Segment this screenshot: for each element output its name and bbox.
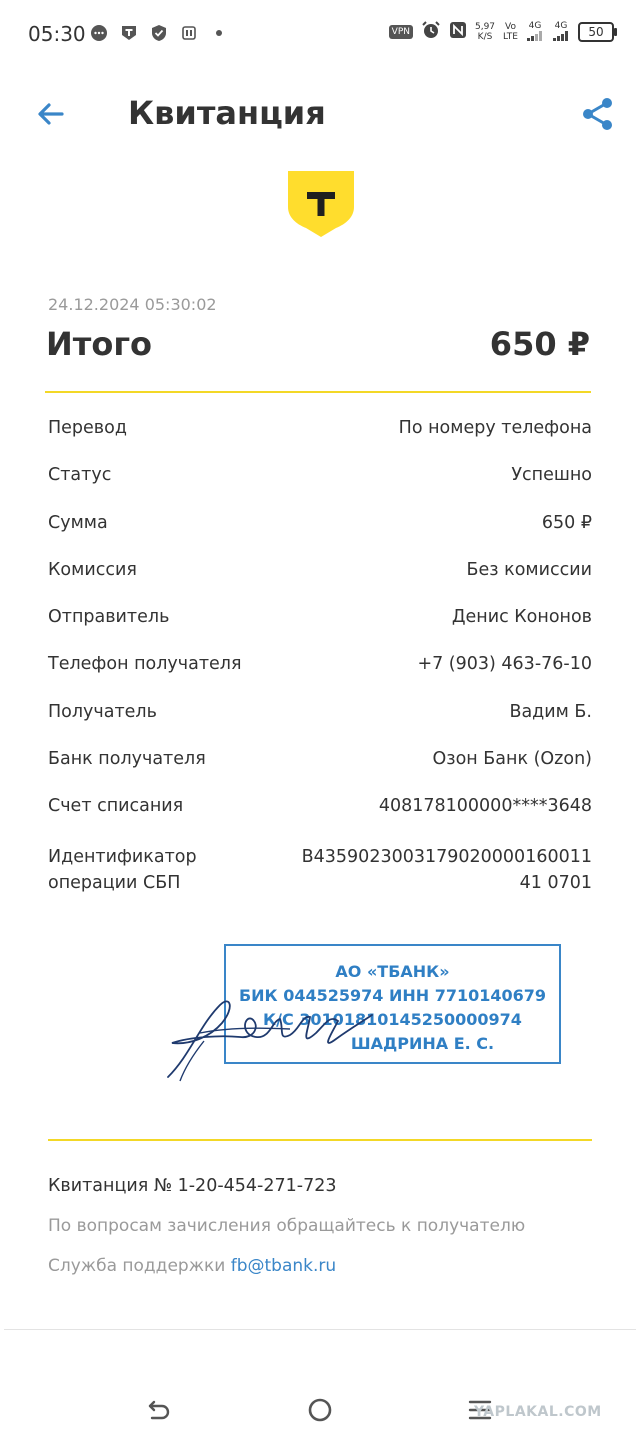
support-label: Служба поддержки [48, 1256, 231, 1276]
detail-label: Телефон получателя [48, 654, 242, 675]
network-speed: 5,97 K/S [474, 22, 496, 42]
total-amount: 650 ₽ [489, 325, 590, 363]
tbank-shield-logo [287, 170, 355, 238]
share-icon [580, 96, 616, 132]
detail-value: 650 ₽ [541, 512, 592, 533]
detail-row-sender [48, 607, 592, 654]
system-status-icons [389, 20, 614, 44]
nav-home-icon [306, 1396, 334, 1424]
detail-value: Успешно [511, 465, 592, 486]
arrow-left-icon [34, 98, 66, 130]
nfc-icon [449, 21, 467, 43]
status-time: 05:30 [28, 22, 86, 46]
signal-bars-icon [552, 31, 570, 41]
detail-row-recipient [48, 702, 592, 749]
nav-divider [4, 1329, 636, 1330]
message-icon [90, 24, 108, 42]
detail-value: Вадим Б. [509, 701, 592, 722]
signal-bars-icon [526, 31, 544, 41]
vpn-badge: VPN [389, 25, 413, 39]
detail-label: Банк получателя [48, 749, 206, 770]
detail-label: Комиссия [48, 559, 137, 580]
alarm-icon [421, 20, 441, 44]
support-email-link[interactable]: fb@tbank.ru [230, 1256, 337, 1276]
detail-value: По номеру телефона [398, 418, 592, 438]
detail-row-recipient-phone [48, 654, 592, 701]
detail-row-status [48, 465, 592, 512]
support-line [48, 1256, 336, 1276]
nav-back-icon [146, 1396, 174, 1424]
receipt-details [48, 418, 592, 914]
stamp-line: АО «ТБАНК» [335, 962, 450, 981]
signal-4g-1: 4G [526, 21, 544, 44]
stamp-line: БИК 044525974 ИНН 7710140679 [238, 986, 547, 1005]
detail-row-recipient-bank [48, 749, 592, 796]
detail-row-commission [48, 560, 592, 607]
detail-value: B435902300317902000016001141 0701 [301, 846, 592, 893]
detail-value: +7 (903) 463-76-10 [417, 654, 592, 675]
detail-label: Перевод [48, 418, 127, 438]
signature-image [160, 985, 390, 1085]
detail-row-amount [48, 513, 592, 560]
nav-back-button[interactable] [140, 1390, 180, 1430]
detail-label: Отправитель [48, 607, 170, 628]
help-note: По вопросам зачисления обращайтесь к получателю [48, 1216, 526, 1236]
total-label: Итого [46, 325, 153, 363]
parking-app-icon [180, 24, 198, 42]
detail-row-sbp-id [48, 844, 592, 914]
tbank-notification-icon [120, 24, 138, 42]
stamp-line: ШАДРИНА Е. С. [350, 1034, 495, 1053]
detail-value: Денис Кононов [451, 607, 592, 628]
signal-4g-2: 4G [552, 21, 570, 44]
detail-row-transfer [48, 418, 592, 465]
back-button[interactable] [30, 94, 70, 134]
detail-row-debit-account [48, 796, 592, 843]
more-dot-icon [210, 24, 228, 42]
divider [48, 1139, 592, 1141]
detail-label: Получатель [48, 701, 157, 722]
stamp-line: К/С 30101810145250000974 [263, 1010, 522, 1029]
detail-value: Озон Банк (Ozon) [432, 749, 592, 770]
share-button[interactable] [576, 92, 620, 136]
detail-label: Идентификатор операции СБП [48, 846, 197, 893]
receipt-datetime: 24.12.2024 05:30:02 [48, 295, 217, 314]
detail-value: 408178100000****3648 [378, 796, 592, 817]
page-title: Квитанция [128, 94, 326, 132]
notification-icons [90, 24, 228, 42]
divider [45, 391, 591, 393]
battery-icon: 50 [578, 22, 614, 42]
watermark: YAPLAKAL.COM [474, 1404, 602, 1420]
detail-value: Без комиссии [466, 559, 592, 580]
volte-indicator: Vo LTE [503, 22, 518, 42]
nav-home-button[interactable] [300, 1390, 340, 1430]
detail-label: Счет списания [48, 796, 184, 817]
detail-label: Сумма [48, 512, 108, 533]
status-bar [0, 0, 640, 70]
detail-label: Статус [48, 465, 112, 486]
shield-check-icon [150, 24, 168, 42]
tbank-logo [287, 170, 355, 238]
receipt-number: Квитанция № 1-20-454-271-723 [48, 1176, 337, 1196]
